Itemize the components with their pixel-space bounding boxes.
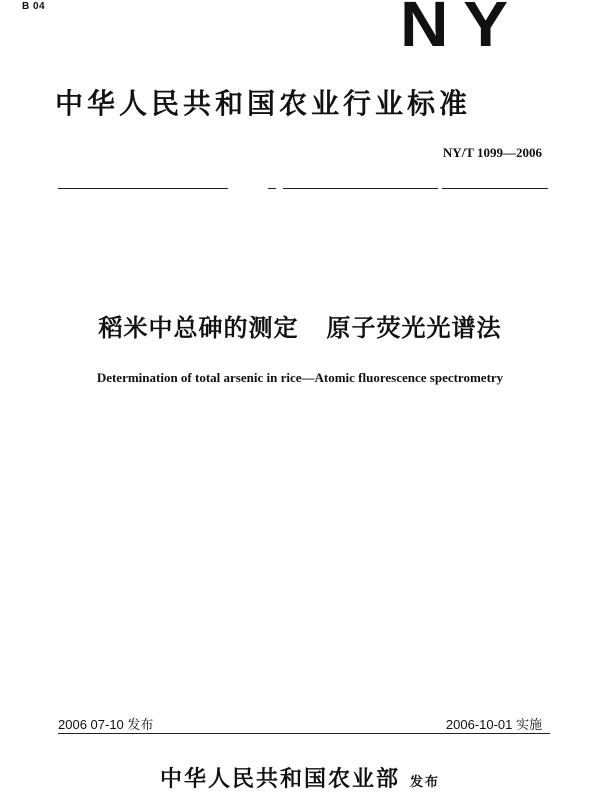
footer-divider — [58, 733, 550, 734]
implementation-date: 2006-10-01 实施 — [445, 717, 542, 732]
document-title-english: Determination of total arsenic in rice—Atomic fluorescence spectrometry — [96, 370, 504, 385]
issue-date: 2006 07-10 发布 — [58, 717, 154, 732]
divider-middle — [283, 188, 438, 189]
issue-word: 发布 — [410, 775, 441, 790]
divider-left — [58, 188, 228, 189]
divider-dash — [268, 188, 276, 189]
issuer-line — [0, 762, 600, 793]
ny-logo: NY — [400, 0, 523, 60]
standard-number: NY/T 1099—2006 — [442, 145, 542, 160]
issuer-name: 中华人民共和国农业部 — [159, 767, 400, 792]
standard-type-heading: 中华人民共和国农业行业标准 — [55, 87, 472, 120]
document-title-chinese: 稻米中总砷的测定 原子荧光光谱法 — [98, 314, 502, 342]
classification-code: B 04 — [22, 1, 46, 12]
divider-right — [442, 188, 548, 189]
